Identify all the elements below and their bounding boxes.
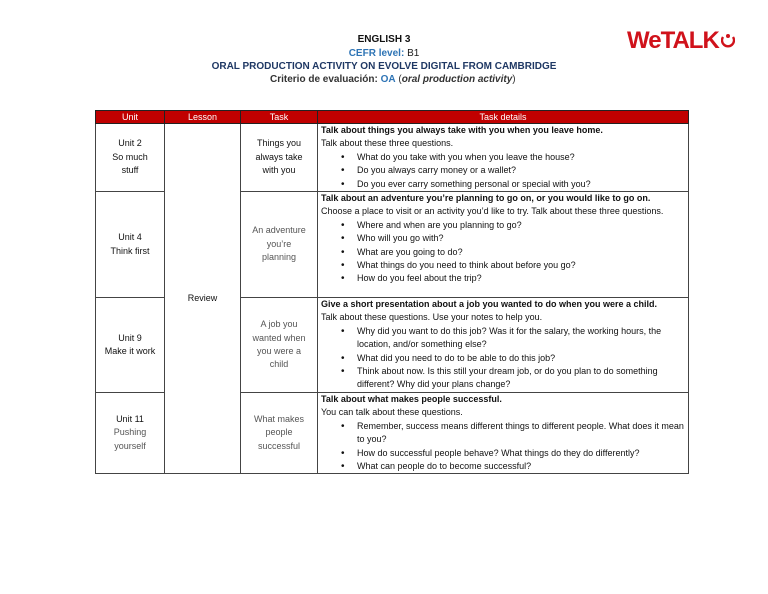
question-item: • Think about now. Is this still your dream job, or do you plan to do something different? Why did your plans change?	[321, 365, 686, 392]
task-line: What makes	[253, 413, 304, 424]
cefr-value: B1	[407, 48, 420, 59]
criteria-open: (	[398, 74, 402, 85]
unit-title-line: yourself	[114, 440, 146, 451]
unit-cell	[96, 124, 165, 192]
lesson-cell: Review	[165, 124, 241, 474]
detail-title: Talk about things you always take with you when you leave home.	[321, 125, 603, 135]
unit-cell	[96, 298, 165, 393]
task-cell	[241, 192, 318, 298]
task-line: wanted when	[252, 332, 306, 343]
doc-title: ENGLISH 3	[357, 34, 411, 45]
task-line: always take	[255, 151, 303, 162]
unit-number: Unit 11	[116, 413, 144, 424]
question-list	[321, 420, 686, 474]
question-item: • How do you feel about the trip?	[321, 272, 686, 285]
task-cell	[241, 298, 318, 393]
question-item: • How do successful people behave? What things do they do differently?	[321, 447, 686, 460]
question-item: • Remember, success means different things to different people. What does it mean to you?	[321, 420, 686, 447]
unit-title-line: So much	[112, 151, 148, 162]
unit-cell	[96, 192, 165, 298]
question-item: • Do you always carry money or a wallet?	[321, 164, 686, 177]
task-line: A job you	[260, 319, 298, 330]
criteria-desc: oral production activity	[401, 74, 513, 85]
question-item: • What do you take with you when you leave the house?	[321, 151, 686, 164]
column-header-lesson: Lesson	[165, 111, 241, 124]
unit-number: Unit 4	[118, 232, 142, 243]
task-details-cell	[318, 192, 689, 298]
question-item: • Do you ever carry something personal or special with you?	[321, 178, 686, 191]
detail-title: Talk about what makes people successful.	[321, 393, 502, 404]
table-header-row	[96, 111, 689, 124]
criteria-line	[270, 74, 516, 86]
task-details-cell	[318, 392, 689, 473]
unit-title-line: stuff	[121, 165, 139, 176]
task-cell	[241, 392, 318, 473]
question-item: • What did you need to do to be able to do this job?	[321, 352, 686, 365]
question-list	[321, 219, 686, 286]
unit-cell	[96, 392, 165, 473]
doc-subtitle: ORAL PRODUCTION ACTIVITY ON EVOLVE DIGITAL FROM CAMBRIDGE	[211, 61, 557, 72]
column-header-unit: Unit	[96, 111, 165, 124]
cefr-line	[0, 48, 768, 60]
detail-intro: Talk about these three questions.	[321, 138, 454, 149]
detail-intro: Choose a place to visit or an activity you’d like to try. Talk about these three questions.	[321, 206, 664, 217]
question-item: • Who will you go with?	[321, 232, 686, 245]
task-line: An adventure	[252, 225, 306, 236]
cefr-label: CEFR level:	[348, 48, 405, 59]
question-item: • Why did you want to do this job? Was it for the salary, the working hours, the location, and/or something else?	[321, 325, 686, 352]
task-details-cell	[318, 124, 689, 192]
detail-intro: You can talk about these questions.	[321, 407, 463, 418]
logo-text: WeTALK	[627, 26, 719, 54]
unit-number: Unit 2	[118, 138, 142, 149]
question-list	[321, 325, 686, 392]
task-cell	[241, 124, 318, 192]
column-header-task-details: Task details	[318, 111, 689, 124]
detail-intro: Talk about these questions. Use your notes to help you.	[321, 312, 543, 323]
unit-title-line: Make it work	[104, 345, 156, 356]
task-line: child	[269, 359, 289, 370]
unit-title-line: Pushing	[113, 427, 147, 438]
table-row	[96, 124, 689, 192]
task-line: you’re	[266, 238, 292, 249]
detail-title: Talk about an adventure you’re planning to go on, or you would like to go on.	[321, 193, 651, 204]
task-details-cell	[318, 298, 689, 393]
column-header-task: Task	[241, 111, 318, 124]
task-line: Things you	[256, 138, 302, 149]
detail-title: Give a short presentation about a job you wanted to do when you were a child.	[321, 299, 658, 310]
criteria-code: OA	[380, 74, 396, 85]
activity-table	[95, 110, 689, 474]
question-list	[321, 151, 686, 191]
unit-number: Unit 9	[118, 332, 142, 343]
task-line: successful	[257, 440, 301, 451]
task-line: planning	[261, 252, 297, 263]
task-line: you were a	[256, 345, 302, 356]
question-item: • What are you going to do?	[321, 246, 686, 259]
task-line: with you	[262, 165, 296, 176]
question-item: • What things do you need to think about before you go?	[321, 259, 686, 272]
task-line: people	[265, 427, 293, 438]
criteria-label: Criterio de evaluación:	[270, 74, 378, 85]
unit-title-line: Think first	[110, 245, 150, 256]
question-item: • What can people do to become successful?	[321, 460, 686, 473]
question-item: • Where and when are you planning to go?	[321, 219, 686, 232]
criteria-close: )	[512, 74, 516, 85]
